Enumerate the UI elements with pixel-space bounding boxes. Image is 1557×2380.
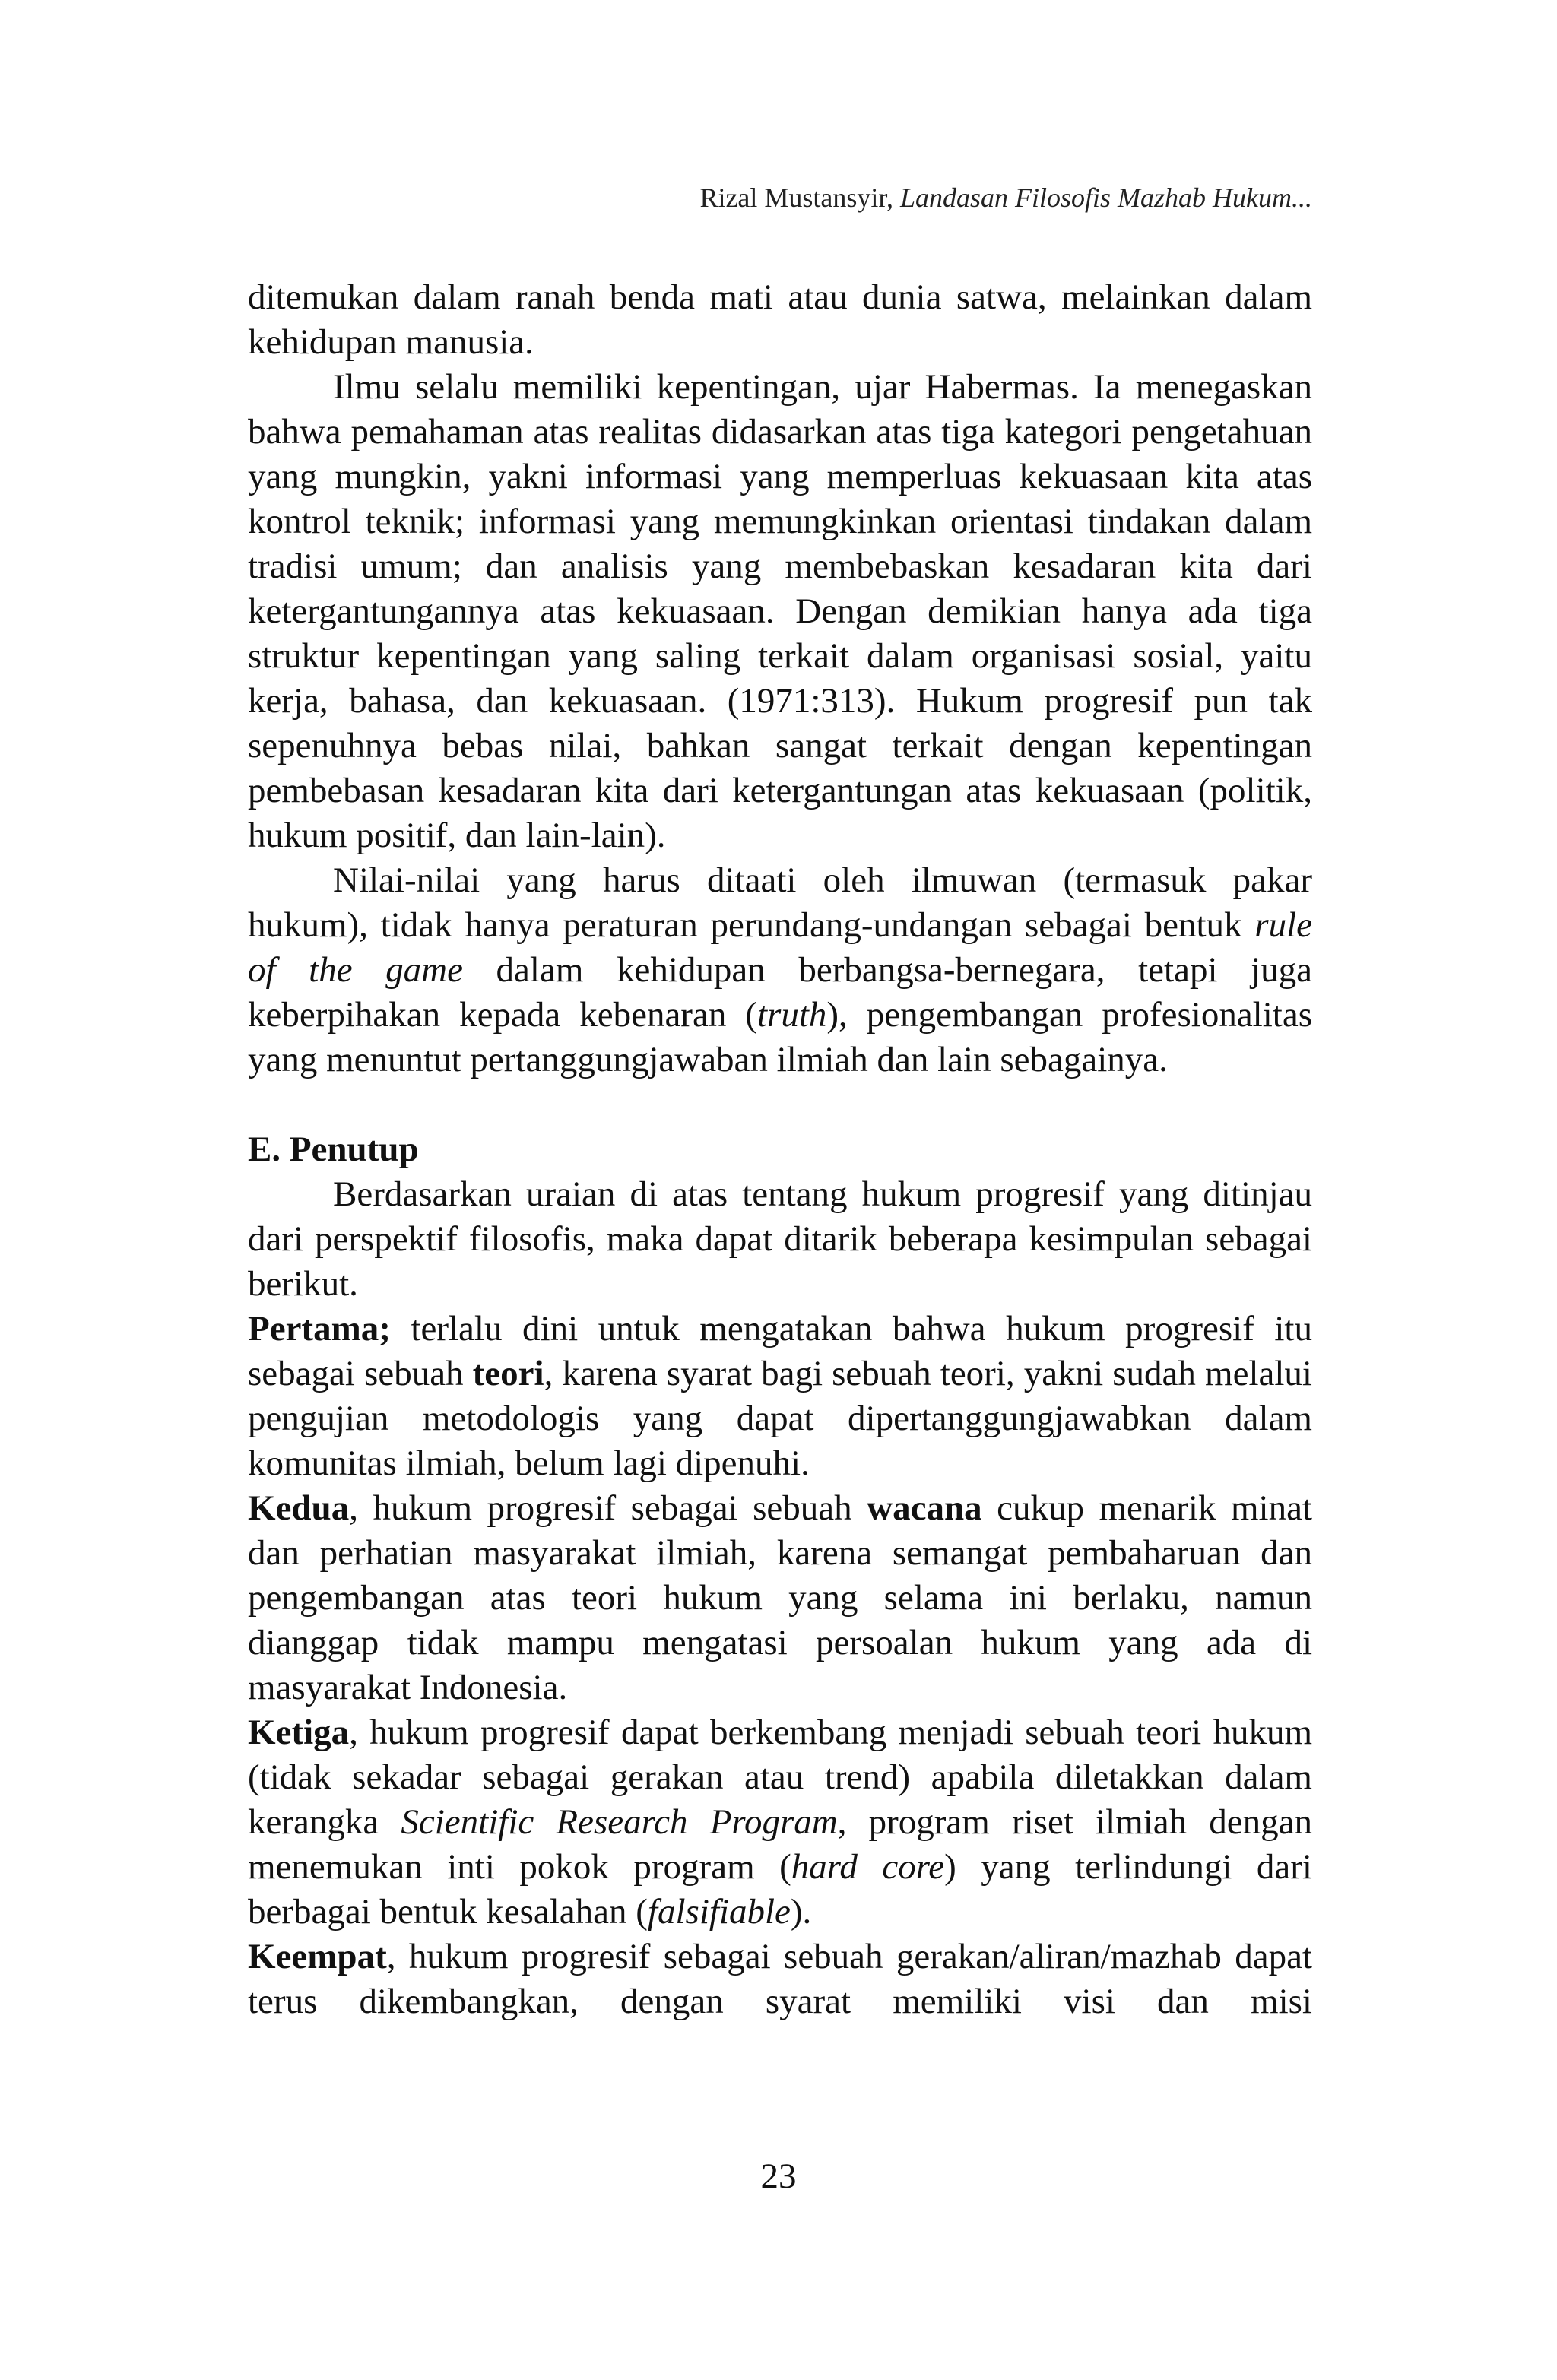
text-span: , hukum progresif sebagai sebuah [349, 1488, 867, 1528]
body-text [248, 275, 1312, 2024]
text-span: , hukum progresif dapat berkembang menjadi sebuah teori hukum (tidak sekadar sebagai gerakan atau trend) apabila diletakkan dalam kerangka [248, 1713, 1312, 1842]
text-span: ). [790, 1892, 812, 1932]
conclusion-label: Pertama; [248, 1309, 391, 1348]
header-title: Landasan Filosofis Mazhab Hukum... [899, 182, 1312, 213]
text-span: cukup menarik minat dan perhatian masyarakat ilmiah, karena semangat pembaharuan dan pengembangan atas teori hukum yang selama ini berlaku, namun dianggap tidak mampu mengatasi persoalan hukum yang ada di masyarakat Indonesia. [248, 1488, 1312, 1707]
conclusion-label: Keempat [248, 1937, 387, 1976]
text-span: Nilai-nilai yang harus ditaati oleh ilmuwan (termasuk pakar hukum), tidak hanya peraturan perundang-undangan sebagai bentuk [248, 860, 1312, 945]
conclusion-keempat [248, 1935, 1312, 2024]
text-span: ), pengembangan profesionalitas yang menuntut pertanggungjawaban ilmiah dan lain sebagainya. [248, 995, 1313, 1079]
text-span: ) yang terlindungi dari berbagai bentuk kesalahan ( [248, 1847, 1312, 1932]
text-span: , program riset ilmiah dengan menemukan inti pokok program ( [248, 1802, 1312, 1887]
italic-term: Scientific Research Program [401, 1802, 838, 1842]
italic-term: truth [756, 995, 827, 1035]
section-intro: Berdasarkan uraian di atas tentang hukum progresif yang ditinjau dari perspektif filosofis, maka dapat ditarik beberapa kesimpulan sebagai berikut. [248, 1174, 1312, 1304]
text-span: terlalu dini untuk mengatakan bahwa hukum progresif itu sebagai sebuah [248, 1309, 1312, 1393]
paragraph-habermas: Ilmu selalu memiliki kepentingan, ujar Habermas. Ia menegaskan bahwa pemahaman atas realitas didasarkan atas tiga kategori pengetahuan yang mungkin, yakni informasi yang memperluas kekuasaan kita atas kontrol teknik; informasi yang memungkinkan orientasi tindakan dalam tradisi umum; dan analisis yang membebaskan kesadaran kita dari ketergantungannya atas kekuasaan. Dengan demikian hanya ada tiga struktur kepentingan yang saling terkait dalam organisasi sosial, yaitu kerja, bahasa, dan kekuasaan. (1971:313). Hukum progresif pun tak sepenuhnya bebas nilai, bahkan sangat terkait dengan kepentingan pembebasan kesadaran kita dari ketergantungan atas kekuasaan (politik, hukum positif, dan lain-lain). [248, 367, 1312, 855]
paragraph-continuation: ditemukan dalam ranah benda mati atau dunia satwa, melainkan dalam kehidupan manusia. [248, 277, 1312, 362]
text-span: dalam kehidupan berbangsa-bernegara, tetapi juga keberpihakan kepada kebenaran ( [248, 950, 1313, 1035]
conclusion-kedua [248, 1486, 1312, 1710]
italic-term: falsifiable [647, 1892, 791, 1932]
conclusion-label: Ketiga [248, 1713, 350, 1752]
section-heading: E. Penutup [248, 1130, 419, 1169]
page-number: 23 [760, 2157, 797, 2196]
conclusion-label: Kedua [248, 1488, 350, 1528]
bold-term: teori [472, 1354, 544, 1393]
bold-term: wacana [867, 1488, 982, 1528]
header-author: Rizal Mustansyir, [699, 182, 900, 213]
conclusion-ketiga [248, 1710, 1312, 1935]
paragraph-nilai [248, 858, 1312, 1082]
italic-term: hard core [791, 1847, 945, 1887]
text-span: , hukum progresif sebagai sebuah gerakan/aliran/mazhab dapat terus dikembangkan, dengan syarat memiliki visi dan misi [248, 1937, 1312, 2021]
text-span: , karena syarat bagi sebuah teori, yakni sudah melalui pengujian metodologis yang dapat dipertanggungjawabkan dalam komunitas ilmiah, belum lagi dipenuhi. [248, 1354, 1312, 1483]
italic-term: rule of the game [248, 905, 1312, 990]
conclusion-pertama [248, 1307, 1312, 1486]
running-header [699, 181, 1312, 214]
